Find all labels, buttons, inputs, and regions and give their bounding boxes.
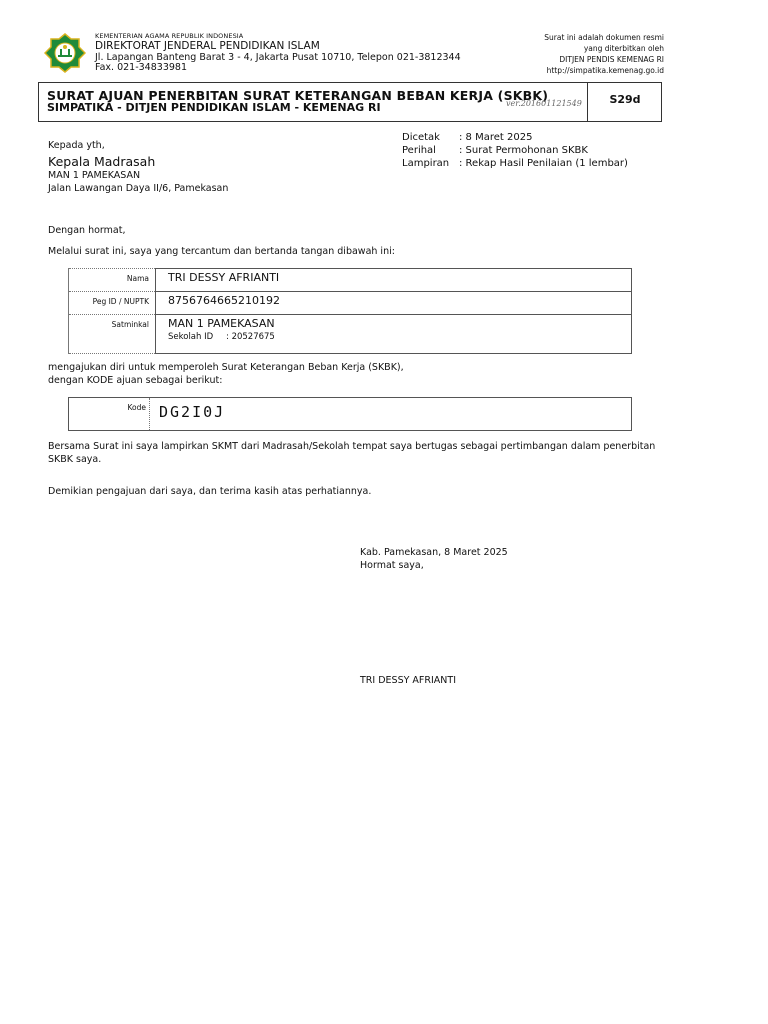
note-line: yang diterbitkan oleh (583, 44, 664, 53)
request-line-2: dengan KODE ajuan sebagai berikut: (48, 375, 223, 386)
document-version: ver.201601121549 (506, 99, 582, 108)
sign-place-date: Kab. Pamekasan, 8 Maret 2025 (360, 547, 508, 558)
attachment-line-1: Bersama Surat ini saya lampirkan SKMT dari Madrasah/Sekolah tempat saya bertugas sebagai pertimbangan dalam penerbitan (48, 441, 656, 452)
directorate-name: DIREKTORAT JENDERAL PENDIDIKAN ISLAM (95, 40, 320, 52)
meta-row-attachment (402, 157, 628, 170)
kode-label: Kode (127, 403, 146, 412)
peg-id-value: 8756764665210192 (156, 292, 632, 315)
table-row (69, 269, 632, 292)
table-row (69, 292, 632, 315)
sign-regards: Hormat saya, (360, 560, 424, 571)
meta-value: : Surat Permohonan SKBK (459, 145, 588, 156)
note-link[interactable]: http://simpatika.kemenag.go.id (546, 66, 664, 75)
peg-id-label: Peg ID / NUPTK (69, 292, 156, 315)
school-id-label: Sekolah ID (168, 332, 214, 342)
applicant-name: TRI DESSY AFRIANTI (156, 269, 632, 292)
kode-divider (149, 398, 150, 430)
meta-row-printed (402, 131, 628, 144)
school-id-value: : 20527675 (226, 332, 275, 342)
meta-key: Perihal (402, 145, 436, 156)
name-label: Nama (69, 269, 156, 292)
note-line: Surat ini adalah dokumen resmi (544, 33, 664, 42)
attachment-line-2: SKBK saya. (48, 454, 102, 465)
kode-value: DG2I0J (159, 403, 226, 421)
meta-row-subject (402, 144, 628, 157)
org-fax: Fax. 021-34833981 (95, 62, 187, 73)
form-code: S29d (609, 93, 641, 106)
meta-key: Dicetak (402, 132, 440, 143)
official-note (544, 32, 664, 76)
signatory-name: TRI DESSY AFRIANTI (360, 675, 457, 686)
document-title: SURAT AJUAN PENERBITAN SURAT KETERANGAN BEBAN KERJA (SKBK) (47, 88, 549, 103)
kemenag-logo (44, 33, 86, 73)
closing-paragraph: Demikian pengajuan dari saya, dan terima kasih atas perhatiannya. (48, 486, 372, 497)
document-header (38, 82, 662, 122)
note-line: DITJEN PENDIS KEMENAG RI (559, 55, 664, 64)
meta-value: : Rekap Hasil Penilaian (1 lembar) (459, 158, 628, 169)
table-row (69, 315, 632, 354)
recipient-school: MAN 1 PAMEKASAN (48, 170, 141, 181)
satminkal-label: Satminkal (69, 315, 156, 354)
meta-key: Lampiran (402, 158, 450, 169)
salutation: Dengan hormat, (48, 225, 126, 236)
org-address: Jl. Lapangan Banteng Barat 3 - 4, Jakarta Pusat 10710, Telepon 021-3812344 (95, 52, 461, 63)
letter-meta (402, 131, 628, 170)
intro-paragraph: Melalui surat ini, saya yang tercantum dan bertanda tangan dibawah ini: (48, 246, 395, 257)
request-line-1: mengajukan diri untuk memperoleh Surat Keterangan Beban Kerja (SKBK), (48, 362, 404, 373)
meta-value: : 8 Maret 2025 (459, 132, 533, 143)
document-subtitle: SIMPATIKA - DITJEN PENDIDIKAN ISLAM - KEMENAG RI (47, 101, 381, 114)
applicant-info-table (68, 268, 632, 354)
recipient-greeting: Kepada yth, (48, 140, 105, 151)
recipient-name: Kepala Madrasah (48, 154, 156, 169)
satminkal-cell (156, 315, 632, 354)
school-id-row (168, 332, 631, 342)
ministry-name: KEMENTERIAN AGAMA REPUBLIK INDONESIA (95, 32, 244, 40)
kode-box (68, 397, 632, 431)
recipient-address: Jalan Lawangan Daya II/6, Pamekasan (48, 183, 229, 194)
satminkal-value: MAN 1 PAMEKASAN (168, 317, 275, 330)
